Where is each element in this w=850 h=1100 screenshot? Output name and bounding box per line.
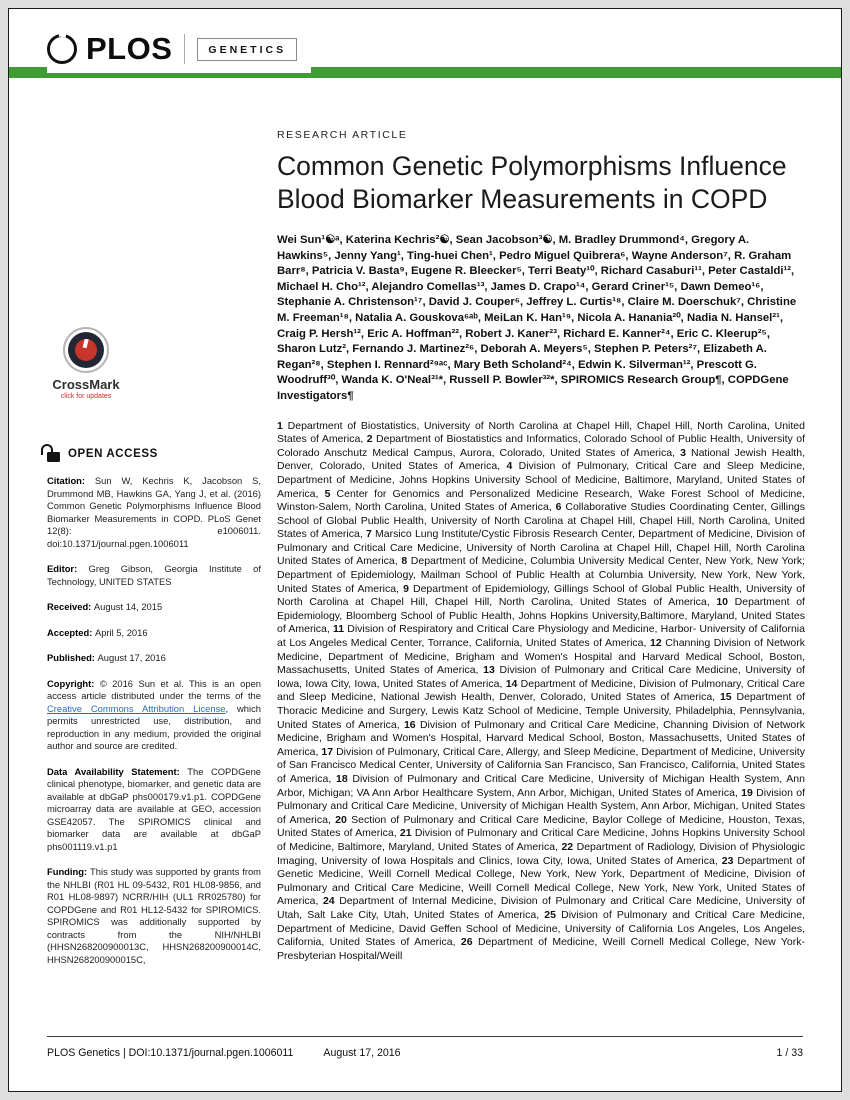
- author-list: Wei Sun¹☯ᵃ, Katerina Kechris²☯, Sean Jacobson³☯, M. Bradley Drummond⁴, Gregory A. Hawkins⁵, Jenny Yang¹, Ting-huei Chen¹, Pedro Miguel Quibrera⁶, Wayne Anderson⁷, R. Graham Barr⁸, Patricia V. Basta⁹, Eugene R. Bleecker⁵, Terri Beaty¹⁰, Richard Casaburi¹¹, Peter Castaldi¹², Michael H. Cho¹², Alejandro Comellas¹³, James D. Crapo¹⁴, Gerard Criner¹⁵, Dawn Demeo¹⁶, Stephanie A. Christenson¹⁷, David J. Couper⁶, Jeffrey L. Curtis¹⁸, Claire M. Doerschuk⁷, Christine M. Freeman¹⁸, Natalia A. Gouskova⁶ᵃᵇ, MeiLan K. Han¹⁹, Nicola A. Hanania²⁰, Nadia N. Hansel²¹, Craig P. Hersh¹², Eric A. Hoffman²², Robert J. Kaner²³, Richard E. Kanner²⁴, Eric C. Kleerup²⁵, Sharon Lutz², Fernando J. Martinez²⁶, Deborah A. Meyers⁵, Stephen P. Peters²⁷, Elizabeth A. Regan²⁸, Stephen I. Rennard²⁹ᵃᶜ, Mary Beth Scholand²⁴, Edwin K. Silverman¹², Prescott G. Woodruff³⁰, Wanda K. O'Neal³¹*, Russell P. Bowler³²*, SPIROMICS Research Group¶, COPDGene Investigators¶: [277, 234, 797, 402]
- article-sidebar: [47, 327, 261, 966]
- open-lock-icon: [47, 452, 60, 462]
- sidebar-note-copyright: Copyright: © 2016 Sun et al. This is an open access article distributed under the terms of the Creative Commons Attribution License, which permits unrestricted use, distribution, and reproduction in any medium, provided the original author and source are credited.: [47, 677, 261, 751]
- crossmark-icon: [63, 327, 109, 373]
- affiliations: 1 Department of Biostatistics, University of North Carolina at Chapel Hill, Chapel Hill, North Carolina, United States of America, 2 Department of Biostatistics and Informatics, Colorado School of Public Health, University of Colorado Anschutz Medical Campus, Aurora, Colorado, United States of America, 3 National Jewish Health, Denver, Colorado, United States of America, 4 Division of Pulmonary, Critical Care and Sleep Medicine, Department of Medicine, Johns Hopkins University School of Medicine, Baltimore, Maryland, United States of America, 5 Center for Genomics and Personalized Medicine Research, Wake Forest School of Medicine, Winston-Salem, North Carolina, United States of America, 6 Collaborative Studies Coordinating Center, Gillings School of Global Public Health, University of North Carolina at Chapel Hill, Chapel Hill, North Carolina, United States of America, 7 Marsico Lung Institute/Cystic Fibrosis Research Center, Department of Medicine, Division of Pulmonary and Critical Care Medicine, University of North Carolina at Chapel Hill, Chapel Hill, North Carolina United States of America, 8 Department of Medicine, Columbia University Medical Center, New York, New York; Department of Epidemiology, Mailman School of Public Health at Columbia University, New York, New York, United States of America, 9 Department of Epidemiology, Gillings School of Global Public Health, University of North Carolina at Chapel Hill, Chapel Hill, North Carolina, United States of America, 10 Department of Epidemiology, Bloomberg School of Public Health, Johns Hopkins University,Baltimore, Maryland, United States of America, 11 Division of Respiratory and Critical Care Physiology and Medicine, Harbor- University of California at Los Angeles Medical Center, Torrance, California, United States of America, 12 Channing Division of Network Medicine, Department of Medicine, Brigham and Women's Hospital and Harvard Medical School, Boston, Massachusetts, United States of America, 13 Division of Pulmonary and Critical Care Medicine, University of Iowa, Iowa City, Iowa, United States of America, 14 Department of Medicine, Division of Pulmonary, Critical Care and Sleep Medicine, National Jewish Health, Denver, Colorado, United States of America, 15 Department of Thoracic Medicine and Surgery, Lewis Katz School of Medicine, Temple University, Philadelphia, Pennsylvania, United States of America, 16 Division of Pulmonary and Critical Care Medicine, Channing Division of Network Medicine, Brigham and Women's Hospital, Harvard Medical School, Boston, Massachusetts, United States of America, 17 Division of Pulmonary, Critical Care, Allergy, and Sleep Medicine, Department of Medicine, University of San Francisco Medical Center, University of California San Francisco, San Francisco, California, United States of America, 18 Division of Pulmonary and Critical Care Medicine, University of Michigan Health System, Ann Arbor, Michigan; VA Ann Arbor Healthcare System, Ann Arbor, Michigan, United States of America, 19 Division of Pulmonary and Critical Care Medicine, University of Michigan Health System, Ann Arbor, Michigan, United States of America, 20 Section of Pulmonary and Critical Care Medicine, Baylor College of Medicine, Houston, Texas, United States of America, 21 Division of Pulmonary and Critical Care Medicine, Johns Hopkins University School of Medicine, Baltimore, Maryland, United States of America, 22 Department of Radiology, Division of Physiologic Imaging, University of Iowa Hospitals and Clinics, Iowa City, Iowa, United States of America, 23 Department of Genetic Medicine, Weill Cornell Medical College, New York, New York, Department of Medicine, Division of Pulmonary and Critical Care Medicine, Weill Cornell Medical College, New York, New York, United States of America, 24 Department of Internal Medicine, Division of Pulmonary and Critical Care Medicine, University of Utah, Salt Lake City, Utah, United States of America, 25 Division of Pulmonary and Critical Care Medicine, Department of Medicine, David Geffen School of Medicine, University of California Los Angeles, Los Angeles, California, United States of America, 26 Department of Medicine, Weill Cornell Medical College, New York-Presbyterian Hospital/Weill: [277, 419, 806, 962]
- footer-divider: [47, 1036, 803, 1037]
- article-title: Common Genetic Polymorphisms Influence Blood Biomarker Measurements in COPD: [277, 151, 787, 214]
- article-main: [277, 129, 805, 974]
- plos-circle-icon: [47, 34, 77, 64]
- sidebar-note-received: Received: August 14, 2015: [47, 601, 163, 612]
- footer-page-number: 1 / 33: [776, 1047, 803, 1059]
- journal-name: GENETICS: [197, 38, 297, 61]
- crossmark-subtitle: click for updates: [60, 393, 112, 400]
- page-footer: [47, 1047, 803, 1059]
- article-type-label: RESEARCH ARTICLE: [277, 129, 408, 141]
- journal-masthead: [47, 25, 311, 73]
- sidebar-note-accepted: Accepted: April 5, 2016: [47, 626, 148, 638]
- crossmark-badge[interactable]: [47, 327, 125, 400]
- sidebar-note-published: Published: August 17, 2016: [47, 652, 166, 663]
- open-access-label: OPEN ACCESS: [68, 448, 158, 460]
- creative-commons-license-link[interactable]: Creative Commons Attribution License: [47, 702, 226, 714]
- sidebar-note-funding: Funding: This study was supported by grants from the NHLBI (R01 HL 09-5432, R01 HL08-9856, and R01 HL08-9897) NCRR/HIH (UL1 RR025780) for COPDGene and R01 HL12-5432 for SPIROMICS. SPIROMICS was additionally supported by contracts from the NIH/NHLBI (HHSN268200900013C, HHSN268200900014C, HHSN268200900015C,: [47, 866, 261, 965]
- footer-date: August 17, 2016: [323, 1047, 401, 1059]
- crossmark-title: CrossMark: [52, 377, 120, 392]
- open-access-row: [47, 446, 261, 462]
- sidebar-note-citation: Citation: Sun W, Kechris K, Jacobson S, Drummond MB, Hawkins GA, Yang J, et al. (2016) Common Genetic Polymorphisms Influence Blood Biomarker Measurements in COPD. PLoS Genet 12(8): e1006011. doi:10.1371/journal.pgen.1006011: [47, 475, 261, 549]
- masthead-divider: [184, 34, 185, 64]
- sidebar-note-editor: Editor: Greg Gibson, Georgia Institute of Technology, UNITED STATES: [47, 563, 261, 587]
- journal-page: [8, 8, 842, 1092]
- sidebar-note-dataavailabilitystatement: Data Availability Statement: The COPDGene clinical phenotype, biomarker, and genetic data are available at dbGaP phs000179.v1.p1. COPDGene microarray data are available at GEO, accession GSE42057. The SPIROMICS clinical and biomarker data are available at dbGaP phs001119.v1.p1: [47, 765, 262, 852]
- plos-brand: PLOS: [86, 31, 173, 66]
- footer-doi: PLOS Genetics | DOI:10.1371/journal.pgen.1006011: [47, 1047, 294, 1059]
- sidebar-notes: [47, 475, 261, 966]
